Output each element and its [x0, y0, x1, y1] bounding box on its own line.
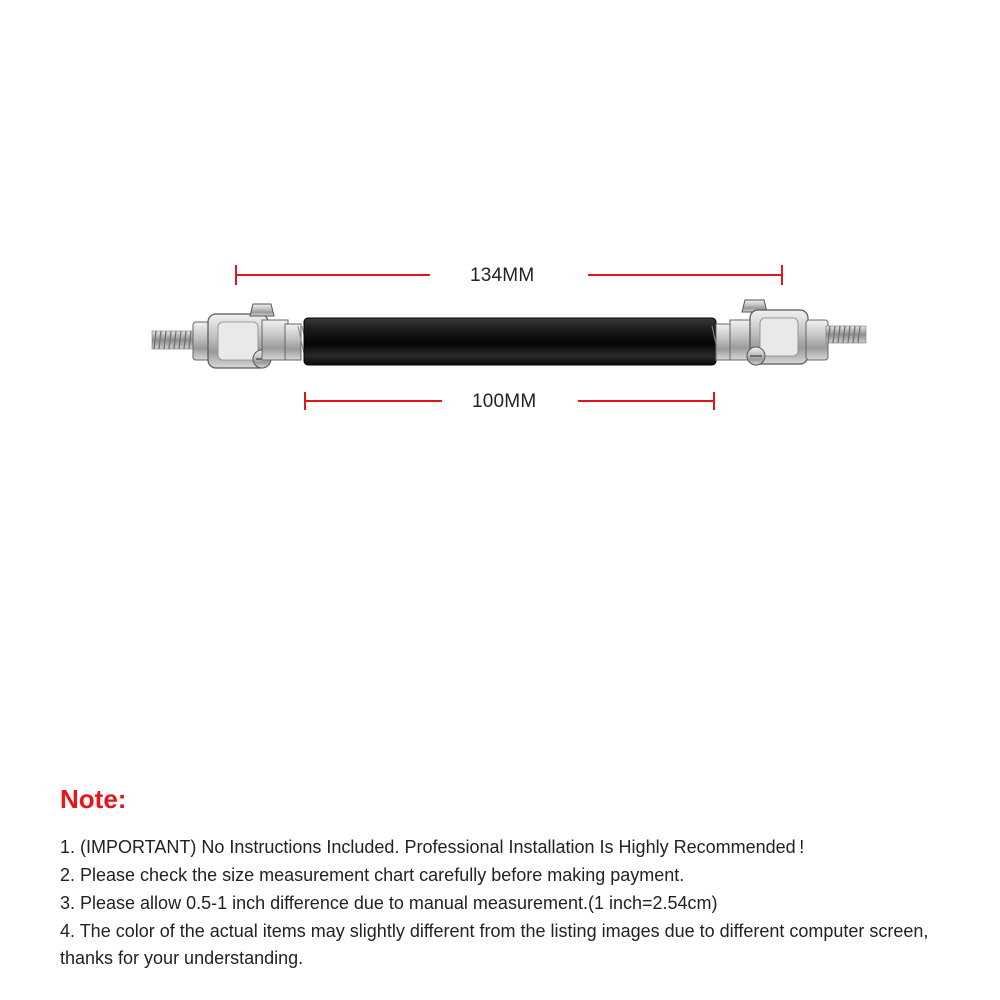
note-title: Note:: [60, 784, 127, 814]
right-threaded-bolt: [826, 326, 866, 343]
note-item-2: 2. Please check the size measurement chart carefully before making payment.: [60, 865, 685, 885]
black-tube: [304, 318, 716, 365]
note-item-1: 1. (IMPORTANT) No Instructions Included. Professional Installation Is Highly Recommended !: [60, 837, 805, 857]
note-list: [60, 834, 970, 973]
overall-length-label: 134MM: [470, 265, 535, 286]
right-clevis-bracket: [712, 300, 828, 365]
note-item-3: 3. Please allow 0.5-1 inch difference due to manual measurement.(1 inch=2.54cm): [60, 893, 718, 913]
left-clevis-bracket: [193, 304, 309, 368]
note-item-4: 4. The color of the actual items may slightly different from the listing images due to different computer screen, thanks for your understanding.: [60, 921, 929, 968]
tube-length-label: 100MM: [472, 391, 537, 412]
